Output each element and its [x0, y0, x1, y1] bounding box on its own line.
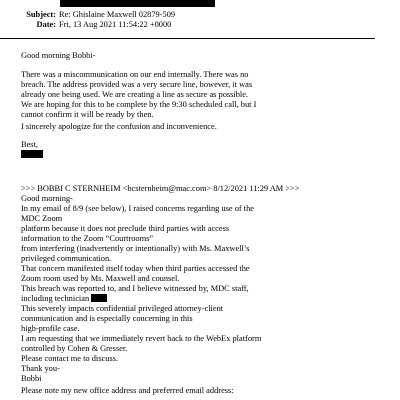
quoted-line: information to the Zoom “Courtrooms”: [21, 234, 154, 243]
reply-paragraph-1: [21, 70, 256, 120]
greeting-line: Good morning Bobbi-: [21, 51, 96, 60]
quoted-line: controlled by Cohen & Gresser.: [21, 344, 128, 353]
paragraph-line: We are hoping for this to be complete by the 9:30 scheduled call, but I: [21, 100, 257, 109]
subject-value: Re: Ghislaine Maxwell 02879-509: [59, 10, 176, 19]
quoted-line: This breach was reported to, and I believe witnessed by, MDC staff,: [21, 284, 249, 293]
quoted-technician-line: [21, 294, 300, 304]
quoted-line: Please contact me to discuss.: [21, 354, 118, 363]
quoted-message: [21, 184, 300, 384]
footer-note-line: Please note my new office address and preferred email address:: [21, 386, 234, 395]
paragraph-line: There was a miscommunication on our end internally. There was no: [21, 70, 249, 79]
redaction-bar: [60, 0, 215, 7]
quoted-line: from interfering (inadvertently or intentionally) with Ms. Maxwell’s: [21, 244, 250, 253]
quoted-line: Good morning-: [21, 194, 73, 203]
quoted-line: In my email of 8/9 (see below), I raised concerns regarding use of the: [21, 204, 255, 213]
quoted-line: platform because it does not preclude third parties with access: [21, 224, 230, 233]
subject-row: [6, 10, 175, 20]
date-label: Date:: [36, 20, 56, 29]
quoted-line: Thank you-: [21, 364, 60, 373]
quoted-line: MDC Zoom: [21, 214, 63, 223]
paragraph-line: already one being used. We are creating a line as secure as possible.: [21, 90, 249, 99]
quoted-line: privileged communication.: [21, 254, 112, 263]
signoff-line: Best,: [21, 140, 38, 149]
date-value: Fri, 13 Aug 2021 11:54:22 +0000: [59, 20, 172, 29]
quoted-line: communication and is especially concerning in this: [21, 314, 193, 323]
redaction-bar: [91, 294, 107, 302]
quoted-line: Bobbi: [21, 374, 42, 383]
reply-paragraph-2: [21, 122, 217, 132]
header-divider: [0, 38, 375, 39]
technician-text: including technician: [21, 294, 90, 303]
redaction-bar: [21, 150, 43, 158]
paragraph-line: I sincerely apologize for the confusion and inconvenience.: [21, 122, 217, 131]
quoted-line: This severely impacts confidential privileged attorney-client: [21, 304, 224, 313]
quoted-header: >>> BOBBI C STERNHEIM <bcsternheim@mac.com> 8/12/2021 11:29 AM >>>: [21, 184, 300, 193]
subject-label: Subject:: [26, 10, 56, 19]
reply-signoff: [21, 140, 43, 160]
quoted-line: I am requesting that we immediately revert back to the WebEx platform: [21, 334, 262, 343]
reply-greeting: [21, 51, 95, 61]
signature-redaction-line: [21, 150, 43, 160]
footer-note: [21, 386, 234, 396]
paragraph-line: breach. The address provided was a very secure line, however, it was: [21, 80, 253, 89]
quoted-line: Zoom room used by Ms. Maxwell and counsel.: [21, 274, 180, 283]
quoted-line: high-profile case.: [21, 324, 80, 333]
quoted-line: That concern manifested itself today when third parties accessed the: [21, 264, 250, 273]
date-row: [6, 20, 171, 30]
paragraph-line: cannot confirm it will be ready by then.: [21, 110, 154, 119]
